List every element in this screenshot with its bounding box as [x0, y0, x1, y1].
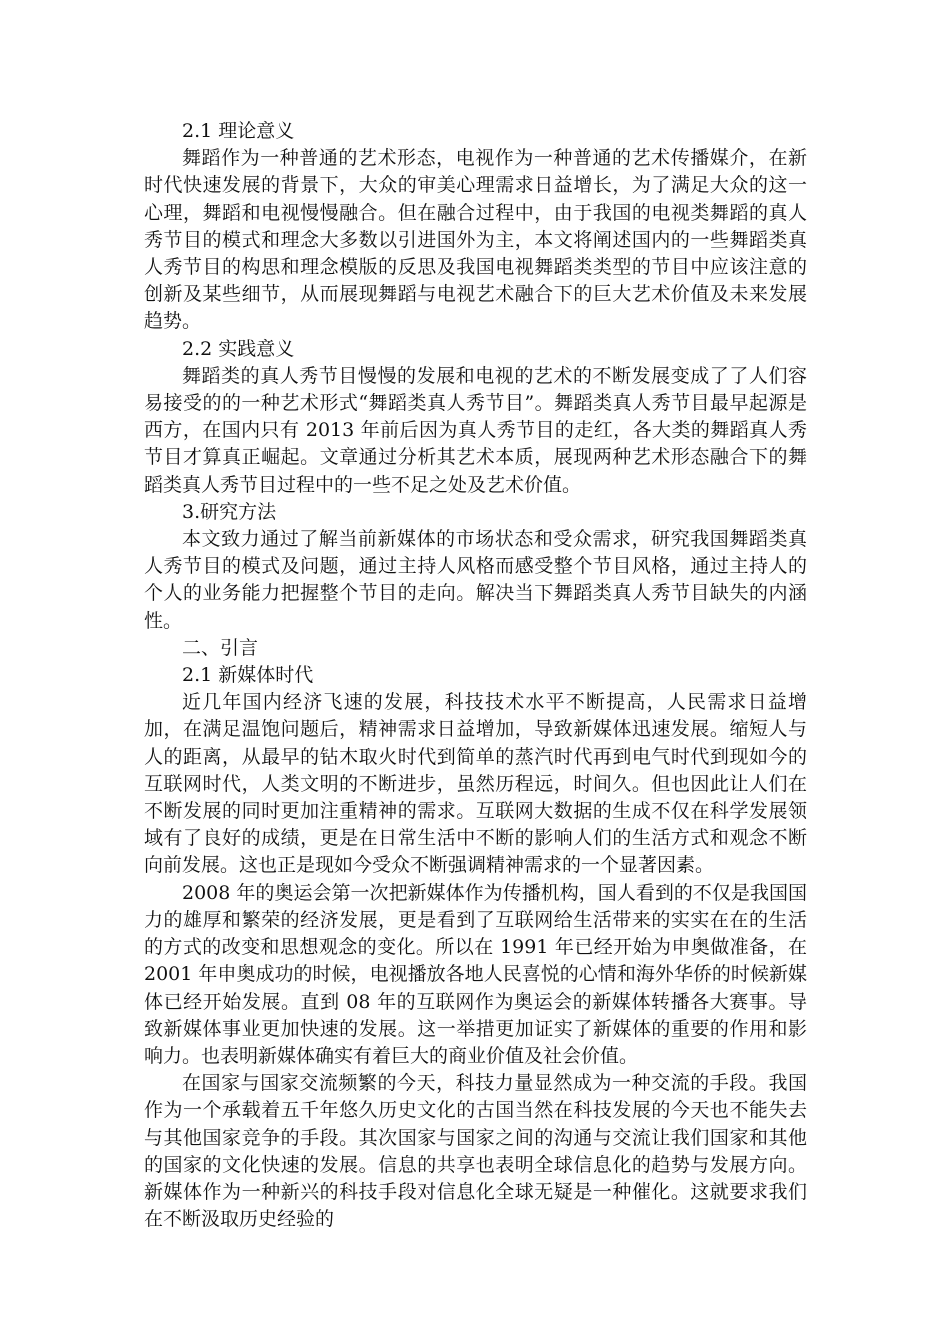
heading-2-1-new-media: 2.1 新媒体时代	[182, 664, 314, 687]
heading-2-2-practice: 2.2 实践意义	[182, 337, 295, 360]
paragraph-theory: 舞蹈作为一种普通的艺术形态，电视作为一种普通的艺术传播媒介，在新时代快速发展的背景下，大众的审美心理需求日益增长，为了满足大众的这一心理，舞蹈和电视慢慢融合。但在融合过程中，由于我国的电视类舞蹈的真人秀节目的模式和理念大多数以引进国外为主，本文将阐述国内的一些舞蹈类真人秀节目的构思和理念模版的反思及我国电视舞蹈类类型的节目中应该注意的创新及某些细节，从而展现舞蹈与电视艺术融合下的巨大艺术价值及未来发展趋势。	[144, 147, 807, 333]
heading-2-1-theory: 2.1 理论意义	[182, 120, 295, 142]
paragraph-new-media-2: 2008 年的奥运会第一次把新媒体作为传播机构，国人看到的不仅是我国国力的雄厚和繁荣的经济发展，更是看到了互联网给生活带来的实实在在的生活的方式的改变和思想观念的变化。所以在 1991 年已经开始为申奥做准备，在 2001 年申奥成功的时候，电视播放各地人民喜悦的心情和海外华侨的时候新媒体已经开始发展。直到 08 年的互联网作为奥运会的新媒体转播各大赛事。导致新媒体事业更加快速的发展。这一举措更加证实了新媒体的重要的作用和影响力。也表明新媒体确实有着巨大的商业价值及社会价值。	[144, 881, 807, 1067]
paragraph-new-media-1: 近几年国内经济飞速的发展，科技技术水平不断提高，人民需求日益增加，在满足温饱问题后，精神需求日益增加，导致新媒体迅速发展。缩短人与人的距离，从最早的钻木取火时代到简单的蒸汽时代再到电气时代到现如今的互联网时代，人类文明的不断进步，虽然历程远，时间久。但也因此让人们在不断发展的同时更加注重精神的需求。互联网大数据的生成不仅在科学发展领域有了良好的成绩，更是在日常生活中不断的影响人们的生活方式和观念不断向前发展。这也正是现如今受众不断强调精神需求的一个显著因素。	[144, 691, 807, 877]
heading-introduction: 二、引言	[182, 636, 259, 659]
paragraph-method: 本文致力通过了解当前新媒体的市场状态和受众需求，研究我国舞蹈类真人秀节目的模式及问题，通过主持人风格而感受整个节目风格，通过主持人的个人的业务能力把握整个节目的走向。解决当下舞蹈类真人秀节目缺失的内涵性。	[144, 528, 807, 632]
paragraph-practice: 舞蹈类的真人秀节目慢慢的发展和电视的艺术的不断发展变成了了人们容易接受的的一种艺术形式“舞蹈类真人秀节目”。舞蹈类真人秀节目最早起源是西方，在国内只有 2013 年前后因为真人秀节目的走红，各大类的舞蹈真人秀节目才算真正崛起。文章通过分析其艺术本质，展现两种艺术形态融合下的舞蹈类真人秀节目过程中的一些不足之处及艺术价值。	[144, 364, 807, 496]
document-page	[144, 118, 807, 1233]
heading-3-method: 3.研究方法	[182, 500, 277, 523]
paragraph-new-media-3: 在国家与国家交流频繁的今天，科技力量显然成为一种交流的手段。我国作为一个承载着五千年悠久历史文化的古国当然在科技发展的今天也不能失去与其他国家竞争的手段。其次国家与国家之间的沟通与交流让我们国家和其他的国家的文化快速的发展。信息的共享也表明全球信息化的趋势与发展方向。新媒体作为一种新兴的科技手段对信息化全球无疑是一种催化。这就要求我们在不断汲取历史经验的	[144, 1072, 807, 1231]
